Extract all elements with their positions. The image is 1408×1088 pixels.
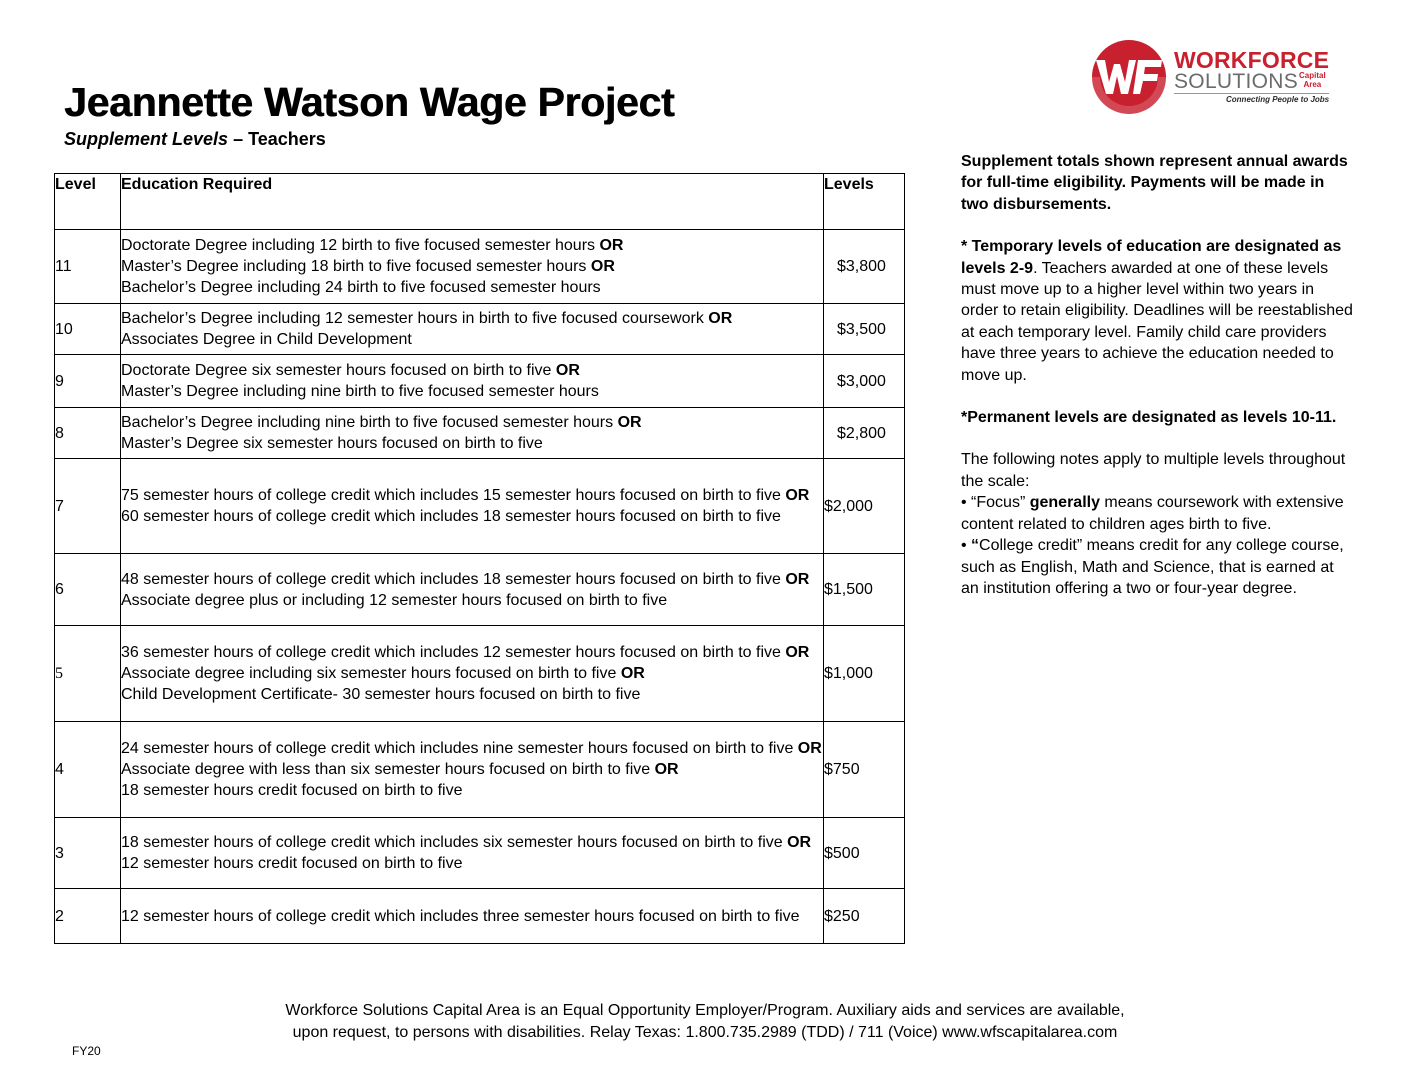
amount-cell: $500 [824,818,905,889]
level-cell: 11 [55,230,121,304]
subtitle-italic: Supplement Levels [64,129,229,149]
education-text: 12 semester hours of college credit which includes three semester hours focused on birth to five [121,907,800,925]
education-text: Associates Degree in Child Development [121,331,412,348]
education-line [121,738,823,780]
level-cell: 5 [55,626,121,722]
header-education: Education Required [121,174,824,230]
notes-temporary-text: . Teachers awarded at one of these levels must move up to a higher level within two years in order to retain eligibility. Deadlines will be reestablished at each temporary level. Family child care providers have three years to achieve the education needed to move up. [961,259,1353,384]
notes-multiple-levels: The following notes apply to multiple levels throughout the scale: [961,451,1346,490]
education-cell [121,459,824,554]
footer-line1: Workforce Solutions Capital Area is an Equal Opportunity Employer/Program. Auxiliary aids and services are available, [285,1002,1125,1019]
logo-tagline: Connecting People to Jobs [1226,95,1330,104]
bullet-bold: “ [971,537,980,555]
education-text: Associate degree including six semester hours focused on birth to five [121,665,621,682]
notes-bullet-college-credit [961,535,1353,599]
education-text: 18 semester hours credit focused on birth to five [121,782,463,799]
amount-cell: $1,000 [824,626,905,722]
workforce-solutions-logo [1088,38,1338,118]
bullet-bold: generally [1029,494,1100,512]
table-row [55,722,905,818]
education-line [121,506,823,527]
or-keyword: OR [708,310,733,327]
education-line [121,329,823,350]
logo-divider [1174,93,1329,94]
education-cell [121,230,824,304]
education-text: Master’s Degree including 18 birth to five focused semester hours [121,258,591,275]
level-cell: 3 [55,818,121,889]
education-line [121,485,823,506]
education-cell [121,626,824,722]
education-text: Bachelor’s Degree including nine birth to five focused semester hours [121,414,618,431]
table-header-row [55,174,905,230]
header-levels: Levels [824,174,905,230]
education-text: 24 semester hours of college credit which includes nine semester hours focused on birth to five [121,740,798,757]
page-subtitle [64,127,326,151]
table-row [55,818,905,889]
supplement-notes [961,151,1353,599]
table-row [55,554,905,626]
notes-temporary-levels [961,236,1353,386]
education-cell [121,355,824,408]
page-title: Jeannette Watson Wage Project [64,79,675,125]
notes-temporary-bold: * Temporary levels of education are designated as levels 2-9 [961,238,1342,277]
education-line [121,853,823,874]
logo-capital-area [1299,71,1326,89]
or-keyword: OR [620,665,645,682]
education-text: 48 semester hours of college credit which includes 18 semester hours focused on birth to five [121,570,786,588]
table-row [55,408,905,459]
amount-cell: $2,800 [824,408,905,459]
subtitle-rest: – Teachers [228,129,326,149]
education-line [121,235,823,256]
education-text: 18 semester hours of college credit which includes six semester hours focused on birth to five [121,834,788,851]
level-cell: 10 [55,304,121,355]
or-keyword: OR [785,570,810,588]
level-cell: 2 [55,889,121,944]
or-keyword: OR [797,740,822,757]
education-line [121,308,823,329]
bullet-text: • “Focus” [961,494,1030,512]
education-line [121,663,823,684]
education-line [121,381,823,402]
education-text: Doctorate Degree six semester hours focused on birth to five [121,362,556,379]
education-line [121,780,823,801]
education-text: 36 semester hours of college credit which includes 12 semester hours focused on birth to five [121,644,786,661]
table-row [55,355,905,408]
education-cell [121,889,824,944]
table-row [55,459,905,554]
education-text: Doctorate Degree including 12 birth to five focused semester hours [121,237,600,254]
level-cell: 8 [55,408,121,459]
education-line [121,569,823,590]
level-cell: 4 [55,722,121,818]
or-keyword: OR [785,487,810,504]
education-text: 75 semester hours of college credit which includes 15 semester hours focused on birth to five [121,487,786,504]
or-keyword: OR [599,237,624,254]
logo-area: Area [1303,80,1322,89]
education-text: Child Development Certificate- 30 semester hours focused on birth to five [121,686,641,703]
education-line [121,277,823,298]
table-row [55,889,905,944]
notes-bullet-focus [961,492,1353,535]
or-keyword: OR [785,644,810,661]
or-keyword: OR [787,834,812,851]
bullet-text: means coursework with extensive content related to children ages birth to five. [961,494,1344,533]
amount-cell: $3,500 [824,304,905,355]
level-cell: 7 [55,459,121,554]
education-line [121,832,823,853]
education-cell [121,304,824,355]
education-text: Bachelor’s Degree including 12 semester hours in birth to five focused coursework [121,310,709,327]
notes-intro: Supplement totals shown represent annual awards for full-time eligibility. Payments will be made in two disbursements. [961,153,1348,213]
education-line [121,256,823,277]
education-line [121,433,823,454]
table-row [55,626,905,722]
logo-mark-icon [1088,38,1170,116]
logo-capital: Capital [1299,71,1326,80]
fiscal-year-code: FY20 [72,1044,101,1058]
education-line [121,360,823,381]
amount-cell: $750 [824,722,905,818]
logo-brand-line1: WORKFORCE [1174,47,1330,73]
or-keyword: OR [617,414,642,431]
education-text: Master’s Degree including nine birth to five focused semester hours [121,383,599,400]
or-keyword: OR [590,258,615,275]
level-cell: 9 [55,355,121,408]
supplement-levels-table [54,173,905,944]
education-text: 12 semester hours credit focused on birth to five [121,855,463,872]
education-cell [121,408,824,459]
notes-permanent-levels: *Permanent levels are designated as levels 10-11. [961,409,1337,427]
amount-cell: $250 [824,889,905,944]
education-text: Master’s Degree six semester hours focused on birth to five [121,435,543,452]
amount-cell: $3,800 [824,230,905,304]
amount-cell: $2,000 [824,459,905,554]
bullet-text: • [961,537,972,555]
education-line [121,906,823,927]
logo-brand-line2: SOLUTIONS [1174,70,1299,93]
education-text: Bachelor’s Degree including 24 birth to five focused semester hours [121,279,601,296]
education-line [121,684,823,705]
amount-cell: $1,500 [824,554,905,626]
table-row [55,230,905,304]
education-line [121,642,823,663]
footer-disclaimer [150,1000,1260,1043]
level-cell: 6 [55,554,121,626]
footer-line2: upon request, to persons with disabilities. Relay Texas: 1.800.735.2989 (TDD) / 711 (Voice) www.wfscapitalarea.com [292,1023,1118,1041]
education-cell [121,554,824,626]
amount-cell: $3,000 [824,355,905,408]
education-text: 60 semester hours of college credit which includes 18 semester hours focused on birth to five [121,508,781,525]
or-keyword: OR [555,362,580,379]
header-level: Level [55,174,121,230]
education-line [121,412,823,433]
education-text: Associate degree with less than six semester hours focused on birth to five [121,761,655,778]
education-text: Associate degree plus or including 12 semester hours focused on birth to five [121,591,668,609]
or-keyword: OR [654,761,679,778]
education-line [121,590,823,611]
education-cell [121,818,824,889]
table-row [55,304,905,355]
bullet-text: College credit” means credit for any college course, such as English, Math and Science, that is earned at an institution offering a two or four-year degree. [961,537,1344,597]
education-cell [121,722,824,818]
